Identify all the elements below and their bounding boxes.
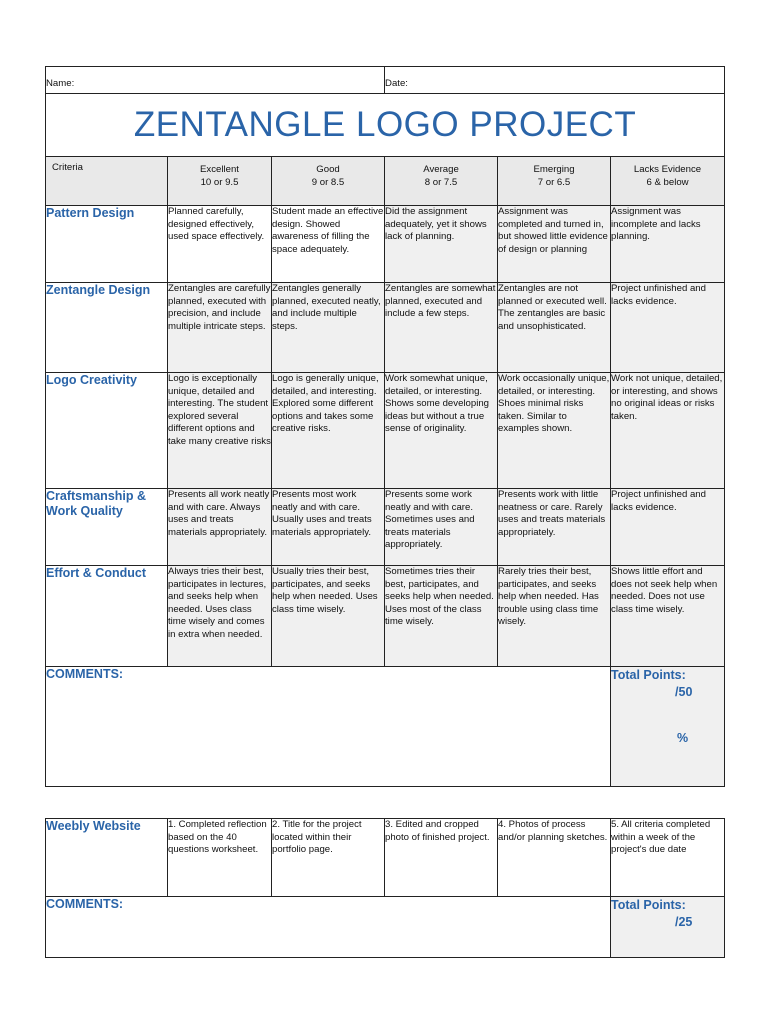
- level-name: Average: [423, 164, 459, 175]
- weebly-label: Weebly Website: [46, 819, 168, 897]
- rubric-cell: Logo is exceptionally unique, detailed and interesting. The student explored several different options and take many creative risks: [168, 373, 272, 489]
- rubric-cell: Logo is generally unique, detailed, and interesting. Explored some different options and takes some creative risks.: [272, 373, 385, 489]
- row-label: Zentangle Design: [46, 283, 168, 373]
- name-label: Name:: [46, 77, 75, 89]
- rubric-row-pattern-design: [46, 206, 725, 283]
- name-field[interactable]: [46, 67, 385, 94]
- level-points: 9 or 8.5: [311, 177, 345, 188]
- rubric-cell: Student made an effective design. Showed awareness of filling the space adequately.: [272, 206, 385, 283]
- percent-label: %: [677, 731, 689, 745]
- weebly-cell: 1. Completed reflection based on the 40 questions worksheet.: [168, 819, 272, 897]
- weebly-row: [46, 819, 725, 897]
- page-title: ZENTANGLE LOGO PROJECT: [133, 105, 637, 144]
- level-header-good: [272, 157, 385, 206]
- rubric-cell: Planned carefully, designed effectively, used space effectively.: [168, 206, 272, 283]
- level-header-lacks-evidence: [611, 157, 725, 206]
- comments-row: [46, 667, 725, 787]
- rubric-cell: Work not unique, detailed, or interesting, and shows no original ideas or risks taken.: [611, 373, 725, 489]
- weebly-cell: 3. Edited and cropped photo of finished project.: [385, 819, 498, 897]
- rubric-row-craftsmanship: [46, 489, 725, 566]
- rubric-cell: Work somewhat unique, detailed, or interesting. Shows some developing ideas but without a true sense of originality.: [385, 373, 498, 489]
- weebly-comments-row: [46, 897, 725, 958]
- comments-label: COMMENTS:: [46, 667, 124, 681]
- rubric-cell: Usually tries their best, participates, and seeks help when needed. Uses class time wisely.: [272, 566, 385, 667]
- level-points: 6 & below: [646, 177, 689, 188]
- rubric-cell: Sometimes tries their best, participates, and seeks help when needed. Uses most of the class time wisely.: [385, 566, 498, 667]
- row-label: Logo Creativity: [46, 373, 168, 489]
- weebly-cell: 2. Title for the project located within their portfolio page.: [272, 819, 385, 897]
- rubric-cell: Zentangles are somewhat planned, executed and include a few steps.: [385, 283, 498, 373]
- weebly-comments-field[interactable]: [46, 897, 611, 958]
- level-header-emerging: [498, 157, 611, 206]
- date-label: Date:: [385, 77, 408, 89]
- row-label: Pattern Design: [46, 206, 168, 283]
- rubric-cell: Assignment was incomplete and lacks planning.: [611, 206, 725, 283]
- rubric-cell: Project unfinished and lacks evidence.: [611, 489, 725, 566]
- rubric-row-zentangle-design: [46, 283, 725, 373]
- rubric-cell: Zentangles generally planned, executed neatly, and include multiple steps.: [272, 283, 385, 373]
- weebly-cell: 4. Photos of process and/or planning sketches.: [498, 819, 611, 897]
- weebly-total-points-label: Total Points:: [611, 898, 686, 912]
- total-points-cell: [611, 667, 725, 787]
- rubric-row-effort-conduct: [46, 566, 725, 667]
- level-header-excellent: [168, 157, 272, 206]
- level-name: Emerging: [533, 164, 575, 175]
- total-points-value: /50: [675, 685, 693, 699]
- level-name: Lacks Evidence: [633, 164, 702, 175]
- rubric-cell: Project unfinished and lacks evidence.: [611, 283, 725, 373]
- weebly-comments-label: COMMENTS:: [46, 897, 124, 911]
- row-label: Effort & Conduct: [46, 566, 168, 667]
- level-points: 8 or 7.5: [424, 177, 458, 188]
- rubric-cell: Zentangles are not planned or executed well. The zentangles are basic and unsophisticated.: [498, 283, 611, 373]
- weebly-total-points-cell: [611, 897, 725, 958]
- level-points: 10 or 9.5: [200, 177, 239, 188]
- title-cell: [46, 94, 725, 157]
- level-name: Excellent: [200, 164, 239, 175]
- rubric-cell: Assignment was completed and turned in, but showed little evidence of design or planning: [498, 206, 611, 283]
- date-field[interactable]: [385, 67, 725, 94]
- rubric-cell: Work occasionally unique, detailed, or interesting. Shoes minimal risks taken. Similar to examples shown.: [498, 373, 611, 489]
- rubric-cell: Presents most work neatly and with care. Usually uses and treats materials appropriately.: [272, 489, 385, 566]
- level-header-average: [385, 157, 498, 206]
- weebly-cell: 5. All criteria completed within a week of the project's due date: [611, 819, 725, 897]
- criteria-header: Criteria: [46, 157, 168, 206]
- rubric-cell: Presents work with little neatness or care. Rarely uses and treats materials appropriately.: [498, 489, 611, 566]
- total-points-label: Total Points:: [611, 668, 686, 682]
- rubric-cell: Zentangles are carefully planned, executed with precision, and include multiple intricate steps.: [168, 283, 272, 373]
- rubric-cell: Always tries their best, participates in lectures, and seeks help when needed. Uses class time wisely and comes in extra when needed.: [168, 566, 272, 667]
- weebly-table: [45, 818, 725, 958]
- rubric-table: [45, 66, 725, 787]
- comments-field[interactable]: [46, 667, 611, 787]
- header-row: [46, 157, 725, 206]
- row-label: Craftsmanship & Work Quality: [46, 489, 168, 566]
- level-points: 7 or 6.5: [537, 177, 571, 188]
- rubric-cell: Presents all work neatly and with care. Always uses and treats materials appropriately.: [168, 489, 272, 566]
- weebly-total-points-value: /25: [675, 915, 693, 929]
- rubric-row-logo-creativity: [46, 373, 725, 489]
- rubric-cell: Shows little effort and does not seek help when needed. Does not use class time wisely.: [611, 566, 725, 667]
- rubric-cell: Presents some work neatly and with care. Sometimes uses and treats materials appropriately.: [385, 489, 498, 566]
- rubric-cell: Rarely tries their best, participates, and seeks help when needed. Has trouble using class time wisely.: [498, 566, 611, 667]
- level-name: Good: [316, 164, 340, 175]
- rubric-cell: Did the assignment adequately, yet it shows lack of planning.: [385, 206, 498, 283]
